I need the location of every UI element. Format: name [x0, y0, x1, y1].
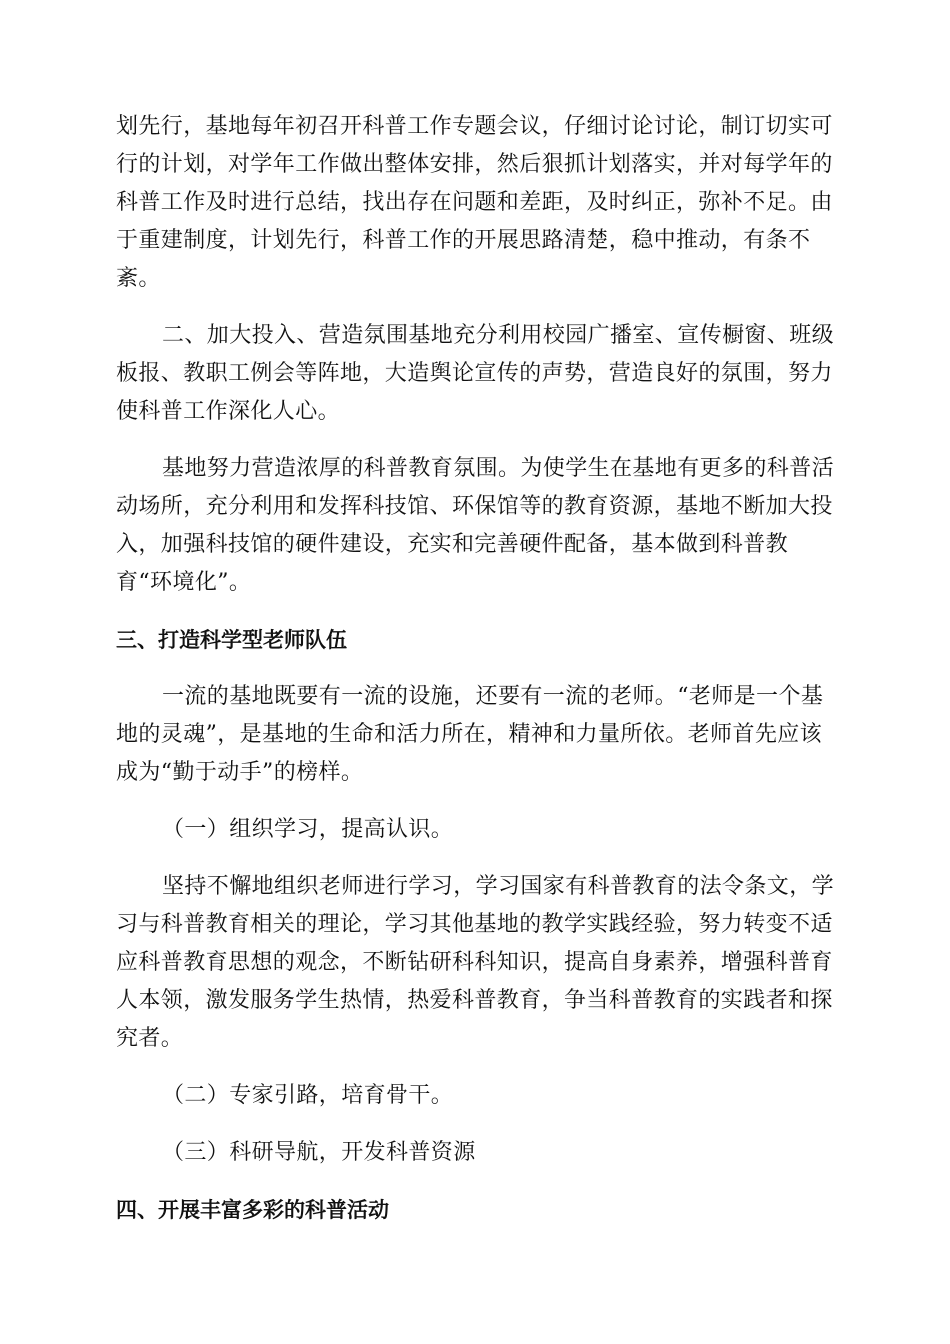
subheading-study [116, 811, 836, 849]
text-line: 行的计划，对学年工作做出整体安排，然后狠抓计划落实，并对每学年的 [116, 152, 833, 177]
paragraph-teachers [116, 678, 836, 792]
text-line: （三）科研导航，开发科普资源 [162, 1140, 476, 1165]
text-line: 划先行，基地每年初召开科普工作专题会议，仔细讨论讨论，制订切实可 [116, 114, 833, 139]
text-line: 板报、教职工例会等阵地，大造舆论宣传的声势，营造良好的氛围，努力 [116, 361, 833, 386]
text-line: 人本领，激发服务学生热情，热爱科普教育，争当科普教育的实践者和探 [116, 988, 833, 1013]
paragraph-atmosphere [116, 450, 836, 602]
text-line: 习与科普教育相关的理论，学习其他基地的教学实践经验，努力转变不适 [116, 912, 833, 937]
text-line: 基地努力营造浓厚的科普教育氛围。为使学生在基地有更多的科普活 [162, 456, 835, 481]
text-line: 二、加大投入、营造氛围基地充分利用校园广播室、宣传橱窗、班级 [162, 323, 835, 348]
text-line: 一流的基地既要有一流的设施，还要有一流的老师。“老师是一个基 [162, 684, 824, 709]
section-heading-teachers: 三、打造科学型老师队伍 [116, 628, 347, 652]
section-heading-activities: 四、开展丰富多彩的科普活动 [116, 1198, 389, 1222]
text-line: 地的灵魂”，是基地的生命和活力所在，精神和力量所依。老师首先应该 [116, 722, 823, 747]
text-line: 紊。 [116, 266, 161, 291]
paragraph-planning [116, 108, 836, 298]
subheading-research [116, 1134, 836, 1172]
text-line: 入，加强科技馆的硬件建设，充实和完善硬件配备，基本做到科普教 [116, 532, 789, 557]
text-line: 育“环境化”。 [116, 570, 252, 595]
text-line: 使科普工作深化人心。 [116, 399, 341, 424]
text-line: 于重建制度，计划先行，科普工作的开展思路清楚，稳中推动，有条不 [116, 228, 811, 253]
text-line: （一）组织学习，提高认识。 [162, 817, 454, 842]
document-page [116, 108, 836, 1248]
text-line: 坚持不懈地组织老师进行学习，学习国家有科普教育的法令条文，学 [162, 874, 835, 899]
text-line: 动场所，充分利用和发挥科技馆、环保馆等的教育资源，基地不断加大投 [116, 494, 833, 519]
text-line: 应科普教育思想的观念，不断钻研科科知识，提高自身素养，增强科普育 [116, 950, 833, 975]
text-line: 究者。 [116, 1026, 184, 1051]
text-line: 成为“勤于动手”的榜样。 [116, 760, 364, 785]
paragraph-study [116, 868, 836, 1058]
paragraph-investment [116, 317, 836, 431]
subheading-experts [116, 1077, 836, 1115]
text-line: 科普工作及时进行总结，找出存在问题和差距，及时纠正，弥补不足。由 [116, 190, 833, 215]
text-line: （二）专家引路，培育骨干。 [162, 1083, 454, 1108]
